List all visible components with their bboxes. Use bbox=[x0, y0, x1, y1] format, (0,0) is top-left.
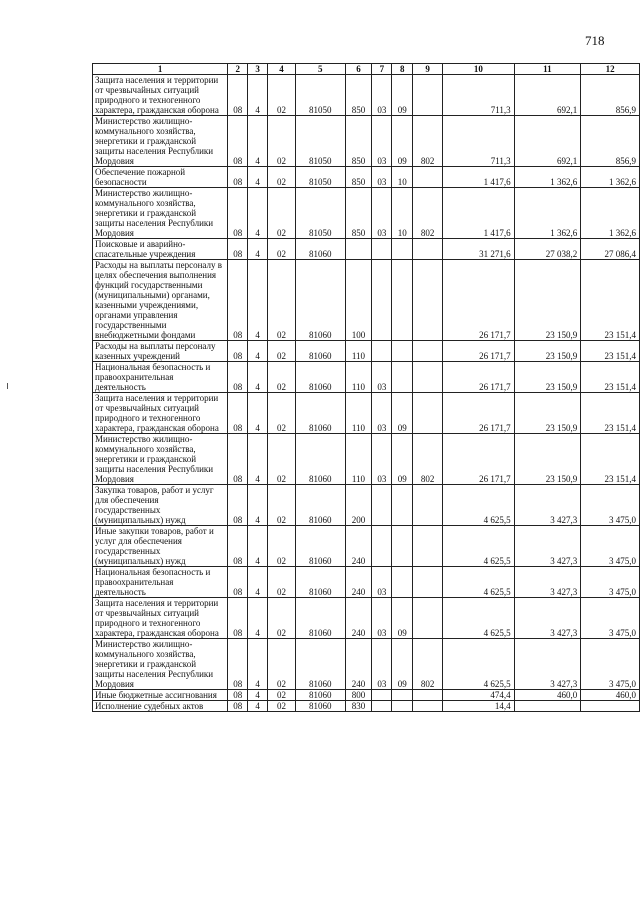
subprogram-code: 02 bbox=[268, 701, 296, 712]
subprogram-code: 02 bbox=[268, 567, 296, 598]
table-row bbox=[93, 393, 640, 434]
table-row bbox=[93, 116, 640, 167]
expense-type: 110 bbox=[345, 434, 372, 485]
ministry-code bbox=[413, 485, 443, 526]
ministry-code: 802 bbox=[413, 116, 443, 167]
chapter-code bbox=[372, 260, 392, 341]
chapter-code: 03 bbox=[372, 639, 392, 690]
program-code: 4 bbox=[248, 362, 268, 393]
expense-code: 81050 bbox=[295, 75, 345, 116]
section-code: 08 bbox=[228, 116, 248, 167]
program-code: 4 bbox=[248, 690, 268, 701]
value-col-10: 26 171,7 bbox=[443, 341, 515, 362]
value-col-11: 23 150,9 bbox=[514, 393, 581, 434]
subprogram-code: 02 bbox=[268, 239, 296, 260]
chapter-code: 03 bbox=[372, 116, 392, 167]
table-row bbox=[93, 341, 640, 362]
row-name: Министерство жилищно-коммунального хозяйства, энергетики и гражданской защиты населения Республики Мордовия bbox=[93, 639, 228, 690]
budget-table bbox=[92, 63, 640, 712]
chapter-code: 03 bbox=[372, 362, 392, 393]
chapter-code: 03 bbox=[372, 75, 392, 116]
ministry-code bbox=[413, 701, 443, 712]
program-code: 4 bbox=[248, 526, 268, 567]
value-col-10: 711,3 bbox=[443, 116, 515, 167]
subprogram-code: 02 bbox=[268, 116, 296, 167]
program-code: 4 bbox=[248, 434, 268, 485]
subprogram-code: 02 bbox=[268, 75, 296, 116]
section-code: 08 bbox=[228, 434, 248, 485]
column-header: 1 bbox=[93, 64, 228, 75]
expense-type: 830 bbox=[345, 701, 372, 712]
table-row bbox=[93, 260, 640, 341]
subprogram-code: 02 bbox=[268, 485, 296, 526]
column-header: 10 bbox=[443, 64, 515, 75]
table-row bbox=[93, 690, 640, 701]
program-code: 4 bbox=[248, 598, 268, 639]
value-col-12: 23 151,4 bbox=[581, 341, 640, 362]
ministry-code bbox=[413, 341, 443, 362]
value-col-11: 23 150,9 bbox=[514, 434, 581, 485]
program-code: 4 bbox=[248, 485, 268, 526]
subprogram-code: 02 bbox=[268, 434, 296, 485]
program-code: 4 bbox=[248, 639, 268, 690]
value-col-12: 23 151,4 bbox=[581, 362, 640, 393]
chapter-code: 03 bbox=[372, 167, 392, 188]
expense-code: 81050 bbox=[295, 188, 345, 239]
table-row bbox=[93, 188, 640, 239]
row-name: Национальная безопасность и правоохранительная деятельность bbox=[93, 567, 228, 598]
program-code: 4 bbox=[248, 341, 268, 362]
value-col-12: 3 475,0 bbox=[581, 526, 640, 567]
section-code: 08 bbox=[228, 701, 248, 712]
subchapter-code: 09 bbox=[392, 639, 413, 690]
expense-code: 81060 bbox=[295, 341, 345, 362]
value-col-10: 26 171,7 bbox=[443, 393, 515, 434]
column-header: 7 bbox=[372, 64, 392, 75]
value-col-12: 1 362,6 bbox=[581, 167, 640, 188]
expense-code: 81060 bbox=[295, 567, 345, 598]
row-name: Обеспечение пожарной безопасности bbox=[93, 167, 228, 188]
value-col-11: 1 362,6 bbox=[514, 188, 581, 239]
subchapter-code: 09 bbox=[392, 116, 413, 167]
value-col-10: 4 625,5 bbox=[443, 567, 515, 598]
subprogram-code: 02 bbox=[268, 690, 296, 701]
value-col-11 bbox=[514, 701, 581, 712]
chapter-code bbox=[372, 701, 392, 712]
value-col-11: 3 427,3 bbox=[514, 639, 581, 690]
value-col-11: 23 150,9 bbox=[514, 341, 581, 362]
subchapter-code bbox=[392, 260, 413, 341]
column-header: 3 bbox=[248, 64, 268, 75]
value-col-10: 4 625,5 bbox=[443, 598, 515, 639]
subprogram-code: 02 bbox=[268, 167, 296, 188]
expense-type: 240 bbox=[345, 526, 372, 567]
chapter-code bbox=[372, 526, 392, 567]
table-row bbox=[93, 639, 640, 690]
scan-mark bbox=[7, 383, 8, 389]
subchapter-code: 09 bbox=[392, 598, 413, 639]
chapter-code: 03 bbox=[372, 434, 392, 485]
expense-type: 110 bbox=[345, 341, 372, 362]
column-header: 9 bbox=[413, 64, 443, 75]
subchapter-code: 09 bbox=[392, 434, 413, 485]
value-col-11: 3 427,3 bbox=[514, 526, 581, 567]
ministry-code bbox=[413, 260, 443, 341]
ministry-code: 802 bbox=[413, 639, 443, 690]
value-col-12 bbox=[581, 701, 640, 712]
program-code: 4 bbox=[248, 393, 268, 434]
value-col-12: 460,0 bbox=[581, 690, 640, 701]
value-col-11: 692,1 bbox=[514, 116, 581, 167]
subchapter-code bbox=[392, 701, 413, 712]
subchapter-code bbox=[392, 341, 413, 362]
subchapter-code: 09 bbox=[392, 393, 413, 434]
subprogram-code: 02 bbox=[268, 260, 296, 341]
section-code: 08 bbox=[228, 362, 248, 393]
value-col-11: 23 150,9 bbox=[514, 362, 581, 393]
value-col-10: 14,4 bbox=[443, 701, 515, 712]
value-col-11: 1 362,6 bbox=[514, 167, 581, 188]
value-col-12: 27 086,4 bbox=[581, 239, 640, 260]
subprogram-code: 02 bbox=[268, 188, 296, 239]
expense-code: 81060 bbox=[295, 393, 345, 434]
value-col-10: 4 625,5 bbox=[443, 639, 515, 690]
row-name: Министерство жилищно-коммунального хозяйства, энергетики и гражданской защиты населения Республики Мордовия bbox=[93, 116, 228, 167]
value-col-12: 23 151,4 bbox=[581, 260, 640, 341]
program-code: 4 bbox=[248, 75, 268, 116]
program-code: 4 bbox=[248, 167, 268, 188]
table-row bbox=[93, 362, 640, 393]
value-col-10: 1 417,6 bbox=[443, 188, 515, 239]
table-row bbox=[93, 167, 640, 188]
ministry-code: 802 bbox=[413, 434, 443, 485]
expense-type bbox=[345, 239, 372, 260]
value-col-11: 3 427,3 bbox=[514, 485, 581, 526]
expense-type: 240 bbox=[345, 598, 372, 639]
value-col-10: 4 625,5 bbox=[443, 526, 515, 567]
page-number: 718 bbox=[585, 33, 605, 48]
value-col-10: 26 171,7 bbox=[443, 260, 515, 341]
chapter-code bbox=[372, 485, 392, 526]
expense-type: 100 bbox=[345, 260, 372, 341]
expense-code: 81060 bbox=[295, 434, 345, 485]
program-code: 4 bbox=[248, 701, 268, 712]
ministry-code bbox=[413, 598, 443, 639]
program-code: 4 bbox=[248, 116, 268, 167]
column-header: 5 bbox=[295, 64, 345, 75]
table-row bbox=[93, 526, 640, 567]
section-code: 08 bbox=[228, 239, 248, 260]
ministry-code bbox=[413, 167, 443, 188]
ministry-code bbox=[413, 526, 443, 567]
expense-type: 850 bbox=[345, 167, 372, 188]
value-col-11: 3 427,3 bbox=[514, 567, 581, 598]
row-name: Расходы на выплаты персоналу в целях обеспечения выполнения функций государственными (муниципальными) органами, казенными учреждениями, органами управления государственными внебюджетными фондами bbox=[93, 260, 228, 341]
row-name: Национальная безопасность и правоохранительная деятельность bbox=[93, 362, 228, 393]
column-header: 6 bbox=[345, 64, 372, 75]
section-code: 08 bbox=[228, 690, 248, 701]
chapter-code bbox=[372, 690, 392, 701]
section-code: 08 bbox=[228, 167, 248, 188]
section-code: 08 bbox=[228, 485, 248, 526]
expense-code: 81050 bbox=[295, 116, 345, 167]
subprogram-code: 02 bbox=[268, 526, 296, 567]
expense-type: 850 bbox=[345, 116, 372, 167]
subprogram-code: 02 bbox=[268, 639, 296, 690]
subprogram-code: 02 bbox=[268, 393, 296, 434]
value-col-11: 27 038,2 bbox=[514, 239, 581, 260]
value-col-10: 1 417,6 bbox=[443, 167, 515, 188]
column-header: 2 bbox=[228, 64, 248, 75]
value-col-10: 31 271,6 bbox=[443, 239, 515, 260]
row-name: Защита населения и территории от чрезвычайных ситуаций природного и техногенного характера, гражданская оборона bbox=[93, 598, 228, 639]
value-col-10: 474,4 bbox=[443, 690, 515, 701]
expense-code: 81060 bbox=[295, 239, 345, 260]
section-code: 08 bbox=[228, 188, 248, 239]
table-row bbox=[93, 598, 640, 639]
table-row bbox=[93, 75, 640, 116]
subchapter-code bbox=[392, 239, 413, 260]
subchapter-code bbox=[392, 567, 413, 598]
ministry-code bbox=[413, 393, 443, 434]
subchapter-code bbox=[392, 362, 413, 393]
expense-type: 110 bbox=[345, 362, 372, 393]
column-header: 4 bbox=[268, 64, 296, 75]
ministry-code bbox=[413, 567, 443, 598]
value-col-12: 3 475,0 bbox=[581, 485, 640, 526]
ministry-code bbox=[413, 239, 443, 260]
program-code: 4 bbox=[248, 260, 268, 341]
section-code: 08 bbox=[228, 639, 248, 690]
value-col-10: 26 171,7 bbox=[443, 434, 515, 485]
section-code: 08 bbox=[228, 526, 248, 567]
expense-type: 850 bbox=[345, 188, 372, 239]
section-code: 08 bbox=[228, 260, 248, 341]
subchapter-code bbox=[392, 526, 413, 567]
program-code: 4 bbox=[248, 567, 268, 598]
expense-type: 240 bbox=[345, 639, 372, 690]
subchapter-code: 10 bbox=[392, 188, 413, 239]
expense-code: 81050 bbox=[295, 167, 345, 188]
chapter-code bbox=[372, 341, 392, 362]
value-col-11: 460,0 bbox=[514, 690, 581, 701]
section-code: 08 bbox=[228, 567, 248, 598]
column-header: 8 bbox=[392, 64, 413, 75]
value-col-12: 3 475,0 bbox=[581, 567, 640, 598]
table-header-row bbox=[93, 64, 640, 75]
value-col-12: 856,9 bbox=[581, 75, 640, 116]
chapter-code: 03 bbox=[372, 188, 392, 239]
chapter-code: 03 bbox=[372, 393, 392, 434]
subchapter-code bbox=[392, 690, 413, 701]
value-col-10: 711,3 bbox=[443, 75, 515, 116]
subprogram-code: 02 bbox=[268, 598, 296, 639]
value-col-12: 23 151,4 bbox=[581, 434, 640, 485]
expense-code: 81060 bbox=[295, 639, 345, 690]
subprogram-code: 02 bbox=[268, 341, 296, 362]
table-row bbox=[93, 434, 640, 485]
expense-code: 81060 bbox=[295, 485, 345, 526]
chapter-code: 03 bbox=[372, 567, 392, 598]
row-name: Защита населения и территории от чрезвычайных ситуаций природного и техногенного характера, гражданская оборона bbox=[93, 75, 228, 116]
section-code: 08 bbox=[228, 341, 248, 362]
table-row bbox=[93, 239, 640, 260]
row-name: Исполнение судебных актов bbox=[93, 701, 228, 712]
subprogram-code: 02 bbox=[268, 362, 296, 393]
expense-type: 240 bbox=[345, 567, 372, 598]
column-header: 12 bbox=[581, 64, 640, 75]
subchapter-code: 10 bbox=[392, 167, 413, 188]
expense-code: 81060 bbox=[295, 526, 345, 567]
value-col-12: 856,9 bbox=[581, 116, 640, 167]
row-name: Министерство жилищно-коммунального хозяйства, энергетики и гражданской защиты населения Республики Мордовия bbox=[93, 434, 228, 485]
chapter-code: 03 bbox=[372, 598, 392, 639]
row-name: Защита населения и территории от чрезвычайных ситуаций природного и техногенного характера, гражданская оборона bbox=[93, 393, 228, 434]
row-name: Иные закупки товаров, работ и услуг для обеспечения государственных (муниципальных) нужд bbox=[93, 526, 228, 567]
row-name: Поисковые и аварийно-спасательные учреждения bbox=[93, 239, 228, 260]
expense-type: 800 bbox=[345, 690, 372, 701]
ministry-code bbox=[413, 690, 443, 701]
expense-code: 81060 bbox=[295, 690, 345, 701]
section-code: 08 bbox=[228, 75, 248, 116]
subchapter-code bbox=[392, 485, 413, 526]
value-col-11: 692,1 bbox=[514, 75, 581, 116]
row-name: Иные бюджетные ассигнования bbox=[93, 690, 228, 701]
section-code: 08 bbox=[228, 598, 248, 639]
expense-type: 850 bbox=[345, 75, 372, 116]
table-row bbox=[93, 485, 640, 526]
expense-code: 81060 bbox=[295, 701, 345, 712]
subchapter-code: 09 bbox=[392, 75, 413, 116]
expense-type: 110 bbox=[345, 393, 372, 434]
row-name: Расходы на выплаты персоналу казенных учреждений bbox=[93, 341, 228, 362]
row-name: Министерство жилищно-коммунального хозяйства, энергетики и гражданской защиты населения Республики Мордовия bbox=[93, 188, 228, 239]
row-name: Закупка товаров, работ и услуг для обеспечения государственных (муниципальных) нужд bbox=[93, 485, 228, 526]
section-code: 08 bbox=[228, 393, 248, 434]
value-col-11: 23 150,9 bbox=[514, 260, 581, 341]
value-col-12: 1 362,6 bbox=[581, 188, 640, 239]
program-code: 4 bbox=[248, 188, 268, 239]
value-col-10: 26 171,7 bbox=[443, 362, 515, 393]
value-col-12: 23 151,4 bbox=[581, 393, 640, 434]
value-col-12: 3 475,0 bbox=[581, 598, 640, 639]
value-col-11: 3 427,3 bbox=[514, 598, 581, 639]
table-row bbox=[93, 701, 640, 712]
value-col-12: 3 475,0 bbox=[581, 639, 640, 690]
expense-code: 81060 bbox=[295, 260, 345, 341]
ministry-code: 802 bbox=[413, 188, 443, 239]
table-row bbox=[93, 567, 640, 598]
expense-code: 81060 bbox=[295, 362, 345, 393]
ministry-code bbox=[413, 75, 443, 116]
ministry-code bbox=[413, 362, 443, 393]
chapter-code bbox=[372, 239, 392, 260]
expense-type: 200 bbox=[345, 485, 372, 526]
column-header: 11 bbox=[514, 64, 581, 75]
expense-code: 81060 bbox=[295, 598, 345, 639]
value-col-10: 4 625,5 bbox=[443, 485, 515, 526]
program-code: 4 bbox=[248, 239, 268, 260]
